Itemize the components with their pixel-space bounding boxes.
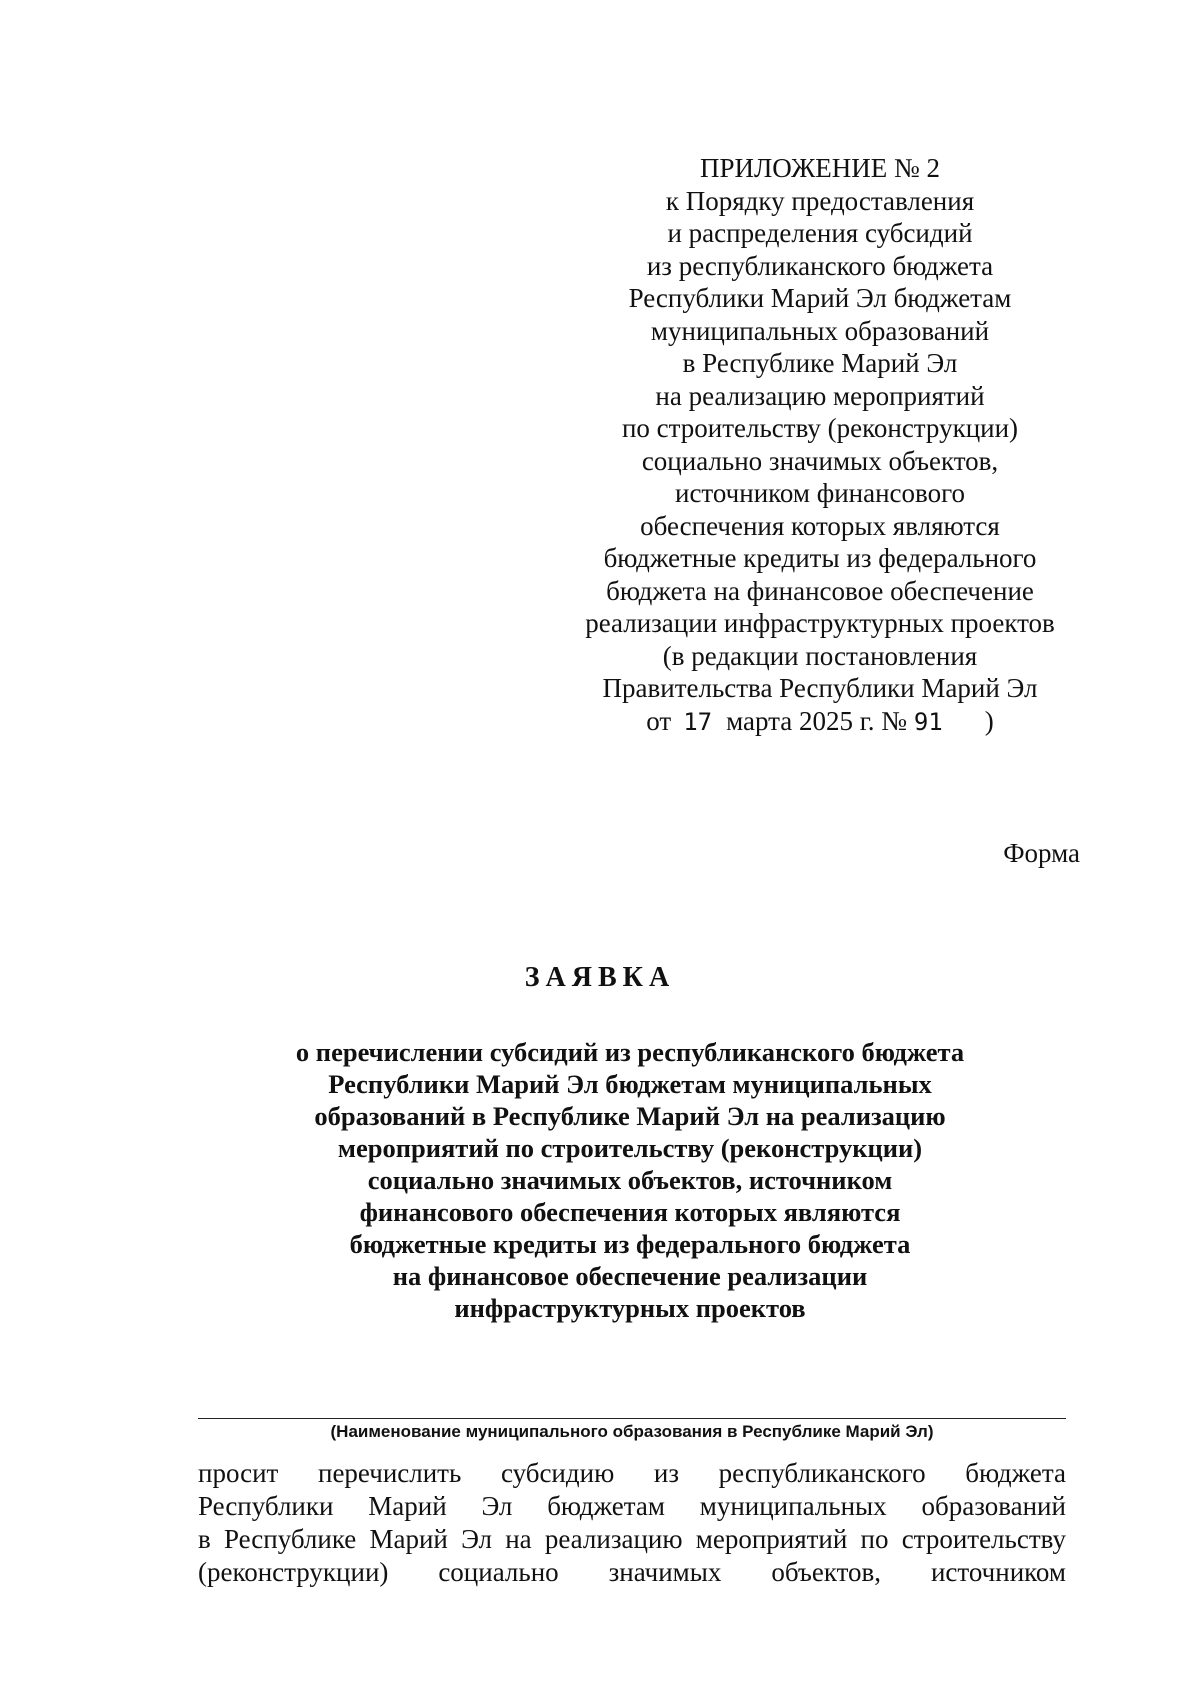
subtitle-line: на финансовое обеспечение реализации [392, 1261, 868, 1291]
body-word: в [198, 1524, 211, 1554]
body-word: реализацию [544, 1524, 683, 1554]
body-word: (реконструкции) [198, 1557, 389, 1587]
body-word: строительству [901, 1524, 1066, 1554]
body-line [198, 1523, 1066, 1556]
appendix-line: к Порядку предоставления [665, 185, 975, 216]
body-word: бюджета [965, 1458, 1066, 1488]
appendix-header [560, 152, 1080, 738]
body-line [198, 1556, 1066, 1589]
subtitle-line: мероприятий по строительству (реконструкции) [337, 1133, 923, 1163]
appendix-line: Правительства Республики Марий Эл [602, 673, 1038, 703]
appendix-line: из республиканского бюджета [646, 250, 994, 281]
body-word: муниципальных [699, 1491, 887, 1521]
body-word: Республике [223, 1524, 357, 1554]
body-word: перечислить [318, 1458, 462, 1488]
resolution-date-line [560, 705, 1080, 739]
subtitle-line: Республики Марий Эл бюджетам муниципальных [328, 1069, 932, 1099]
appendix-line: Республики Марий Эл бюджетам [628, 283, 1012, 313]
body-word: на [505, 1524, 532, 1554]
appendix-line: реализации инфраструктурных проектов [585, 608, 1055, 638]
body-word: Республики [198, 1491, 334, 1521]
appendix-line: бюджетные кредиты из федерального [603, 543, 1037, 573]
body-word: Эл [461, 1524, 493, 1554]
date-day: 17 [683, 707, 713, 736]
body-word: источником [930, 1557, 1066, 1587]
municipality-name-caption: (Наименование муниципального образования в Республике Марий Эл) [330, 1422, 934, 1441]
form-label: Форма [1003, 838, 1080, 868]
body-word: по [860, 1524, 889, 1554]
body-word: значимых [608, 1557, 722, 1587]
body-word: просит [198, 1458, 279, 1488]
appendix-line: муниципальных образований [650, 315, 990, 346]
body-word: объектов, [771, 1557, 882, 1587]
body-word: образований [921, 1491, 1066, 1521]
request-body-text [198, 1457, 1066, 1589]
subtitle-line: финансового обеспечения которых являются [359, 1197, 901, 1227]
appendix-line: ПРИЛОЖЕНИЕ № 2 [699, 153, 941, 183]
date-prefix: от [646, 705, 672, 736]
body-word: Марий [369, 1524, 448, 1554]
body-word: из [653, 1458, 680, 1488]
body-word: бюджетам [547, 1491, 665, 1521]
appendix-line: по строительству (реконструкции) [621, 413, 1019, 443]
body-word: субсидию [500, 1458, 615, 1488]
document-subtitle [200, 1036, 1060, 1324]
appendix-line: бюджета на финансовое обеспечение [606, 575, 1034, 606]
body-line [198, 1457, 1066, 1490]
subtitle-line: социально значимых объектов, источником [367, 1165, 893, 1195]
subtitle-line: инфраструктурных проектов [454, 1293, 806, 1323]
subtitle-line: бюджетные кредиты из федерального бюджета [349, 1229, 911, 1259]
appendix-line: на реализацию мероприятий [655, 380, 985, 411]
appendix-line: (в редакции постановления [662, 640, 978, 671]
body-word: мероприятий [695, 1524, 848, 1554]
appendix-line: обеспечения которых являются [640, 510, 1000, 541]
date-month-year: марта 2025 г. № [726, 705, 908, 736]
appendix-line: социально значимых объектов, [641, 445, 999, 476]
body-word: Эл [481, 1491, 513, 1521]
body-word: Марий [368, 1491, 447, 1521]
subtitle-line: о перечислении субсидий из республиканского бюджета [295, 1037, 965, 1067]
municipality-name-field-line [198, 1418, 1066, 1419]
appendix-line: в Республике Марий Эл [682, 348, 958, 378]
resolution-number: 91 [913, 707, 943, 736]
date-suffix: ) [984, 705, 994, 736]
body-word: социально [438, 1557, 559, 1587]
subtitle-line: образований в Республике Марий Эл на реализацию [314, 1101, 946, 1131]
body-word: республиканского [718, 1458, 926, 1488]
appendix-line: и распределения субсидий [667, 218, 973, 248]
body-line [198, 1490, 1066, 1523]
document-title: ЗАЯВКА [524, 962, 676, 993]
appendix-line: источником финансового [675, 478, 965, 508]
